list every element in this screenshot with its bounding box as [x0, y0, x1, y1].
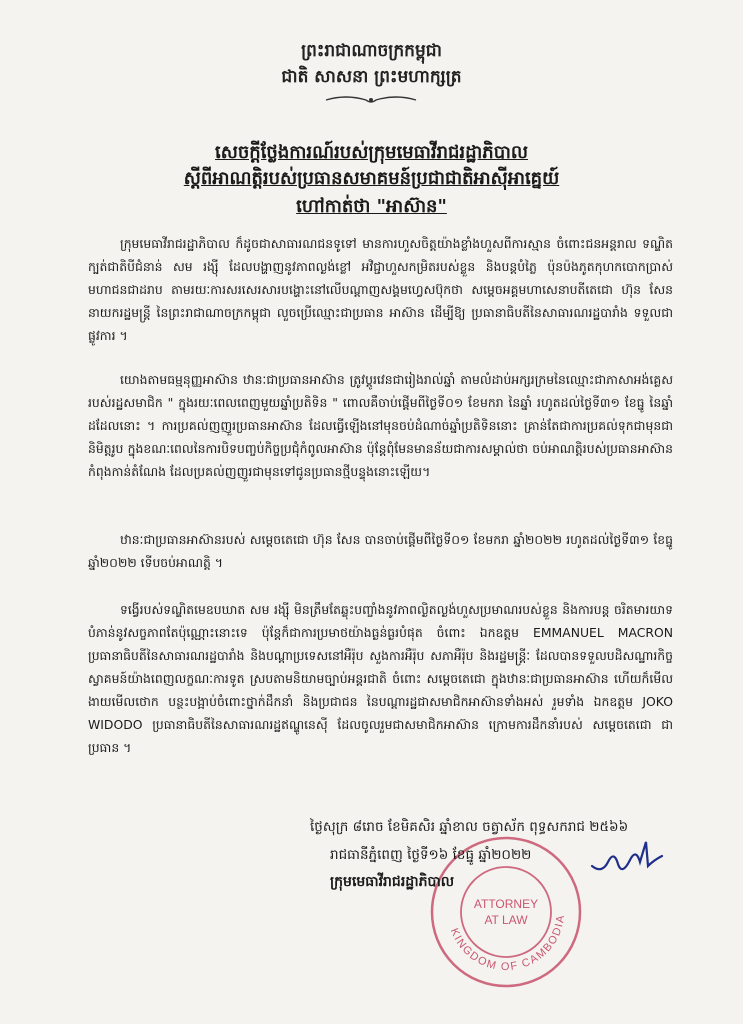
motto-kingdom: ព្រះរាជាណាចក្រកម្ពុជា — [301, 41, 442, 61]
lunar-date: ថ្ងៃសុក្រ ៨រោច ខែមិគសិរ ឆ្នាំខាល ចត្វាស័ក ពុទ្ធសករាជ ២៥៦៦ — [310, 819, 629, 835]
body-paragraph-1: ក្រុមមេធាវីរាជរដ្ឋាភិបាល ក៏ដូចជាសាធារណជនទូទៅ មានការហួសចិត្តយ៉ាងខ្លាំងហួសពីការស្មាន ចំពោះជនអន្តរាល ទណ្ឌិតក្បត់ជាតិបីជំនាន់ សម រង្ស៊ី ដែលបង្ហាញនូវភាពល្ងង់ខ្លៅ អវិជ្ជាហួសកម្រិតរបស់ខ្លួន និងបន្តបំភ្លៃ ប៉ុនប៉ងភូតកុហកបោកប្រាស់មហាជនជាដរាប តាមរយៈការសរសេរសារបង្ហោះនៅលើបណ្តាញសង្គមហ្វេសប៊ុកថា សម្តេចអគ្គមហាសេនាបតីតេជោ ហ៊ុន សែន នាយករដ្ឋមន្រ្តី នៃព្រះរាជាណាចក្រកម្ពុជា លួចប្រើឈ្មោះជាប្រធាន អាស៊ាន ដើម្បីឱ្យ ប្រធានាធិបតីនៃសាធារណរដ្ឋបារាំង ទទួលជាផ្លូវការ ។ — [88, 236, 673, 343]
seal-center-line2: AT LAW — [484, 913, 528, 927]
motto-nation-religion-king: ជាតិ សាសនា ព្រះមហាក្សត្រ — [281, 67, 462, 87]
signatory-name: ក្រុមមេធាវីរាជរដ្ឋាភិបាល — [330, 874, 455, 890]
seal-ring-text: KINGDOM OF CAMBODIA — [447, 913, 568, 974]
header-ornament-icon — [321, 94, 421, 106]
body-paragraph-3: ឋានៈជាប្រធានអាស៊ានរបស់ សម្តេចតេជោ ហ៊ុន សែន បានចាប់ផ្តើមពីថ្ងៃទី០១ ខែមករា ឆ្នាំ២០២២ រហូតដល់ថ្ងៃទី៣១ ខែធ្នូ ឆ្នាំ២០២២ ទើបចប់អាណត្តិ ។ — [88, 532, 673, 570]
statement-title-line3: ហៅកាត់ថា "អាស៊ាន" — [296, 196, 447, 217]
body-paragraph-2: យោងតាមធម្មនុញ្ញអាស៊ាន ឋានៈជាប្រធានអាស៊ាន ត្រូវប្តូរវេនជារៀងរាល់ឆ្នាំ តាមលំដាប់អក្សរក្រមនៃឈ្មោះជាភាសាអង់គ្លេសរបស់រដ្ឋសមាជិក " ក្នុងរយៈពេលពេញមួយឆ្នាំប្រតិទិន " ពោលគឺចាប់ផ្តើមពីថ្ងៃទី០១ ខែមករា នៃឆ្នាំ រហូតដល់ថ្ងៃទី៣១ ខែធ្នូ នៃឆ្នាំដដែលនោះ ។ ការប្រគល់ញញួរប្រធានអាស៊ាន ដែលធ្វើឡើងនៅមុនចប់ដំណាច់ឆ្នាំប្រតិទិននោះ គ្រាន់តែជាការប្រគល់ទុកជាមុនជានិមិត្តរូប ក្នុងខណៈពេលនៃការបិទបញ្ចប់កិច្ចប្រជុំកំពូលអាស៊ាន ប៉ុន្តែពុំមែនមានន័យជាការសម្គាល់ថា ចប់អាណត្តិរបស់ប្រធានអាស៊ានកំពុងកាន់តំណែង ដែលប្រគល់ញញួរជាមុនទៅជូនប្រធានថ្មីបន្ទុងនោះឡើយ។ — [88, 372, 673, 479]
statement-title-line1: សេចក្តីថ្លែងការណ៍របស់ក្រុមមេធាវីរាជរដ្ឋាភិបាល — [215, 142, 528, 163]
handwritten-signature-icon — [588, 836, 668, 880]
seal-center-line1: ATTORNEY — [473, 897, 539, 911]
statement-title-line2: ស្តីពីអាណត្តិរបស់ប្រធានសមាគមន៍ប្រជាជាតិអាស៊ីអាគ្នេយ៍ — [183, 168, 560, 189]
place-and-date: រាជធានីភ្នំពេញ ថ្ងៃទី១៦ ខែធ្នូ ឆ្នាំ២០២២ — [330, 847, 532, 863]
body-paragraph-4: ទង្វើរបស់ទណ្ឌិតមេឧបឃាត សម រង្ស៊ី មិនត្រឹមតែឆ្លុះបញ្ចាំងនូវភាពល្ងិតល្ងង់ហួសប្រមាណរបស់ខ្លួន និងការបន្ត ចរិតមារយាទបំភាន់នូវសច្ចភាពតែប៉ុណ្ណោះនោះទេ ប៉ុន្តែក៏ជាការប្រមាថយ៉ាងធ្ងន់ធ្ងរបំផុត ចំពោះ ឯកឧត្តម EMMANUEL MACRON ប្រធានាធិបតីនៃសាធារណរដ្ឋបារាំង និងបណ្តាប្រទេសនៅអឺរ៉ុប សួងការអឺរ៉ុប សភាអឺរ៉ុប និងរដ្ឋមន្ត្រីៈ ដែលបានទទួលបដិសណ្ឋារកិច្ចស្វាគមន៍យ៉ាងពេញលក្ខណៈការទូត ស្របតាមនិយាមច្បាប់អន្តរជាតិ ចំពោះ សម្តេចតេជោ ក្នុងឋានៈជាប្រធានអាស៊ាន ហើយក៏មើលងាយមើលថោក បន្ថះបង្អាប់ចំពោះថ្នាក់ដឹកនាំ និងប្រជាជន នៃបណ្តារដ្ឋជាសមាជិកអាស៊ានទាំងអស់ រួមទាំង ឯកឧត្តម JOKO WIDODO ប្រធានាធិបតីនៃសាធារណរដ្ឋឥណ្ឌូនេស៊ី ដែលចូលរួមជាសមាជិកអាស៊ាន ក្រោមការដឹកនាំរបស់ សម្តេចតេជោ ជាប្រធាន ។ — [88, 602, 673, 755]
